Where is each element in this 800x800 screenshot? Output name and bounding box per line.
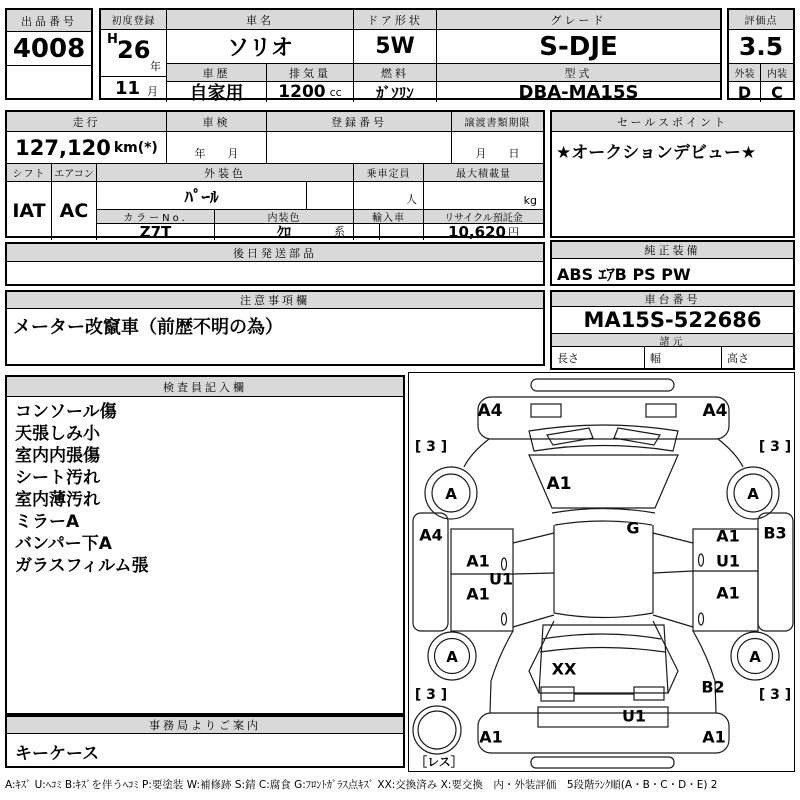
mark-right-quarter: B2 [701,677,725,697]
windshield-top-shape [552,509,655,514]
import-car-cell-1 [354,224,380,240]
front-fender-lines [464,439,743,467]
right-quarter-lines [653,621,716,713]
mark-right-front-door: A1 [716,526,740,546]
left-rear-handle-shape [502,613,507,625]
mark-left-front-door: A1 [466,551,490,571]
sales-point-value: ★オークションデビュー★ [556,143,757,162]
mark-left-sill: A4 [419,525,443,545]
import-car-label: 輸入車 [354,210,424,224]
mark-tread-rear-right: [ 3 ] [758,687,792,703]
later-parts-label: 後日発送部品 [7,244,543,262]
damage-diagram-box [408,372,795,772]
aircon-label: エアコン [52,164,97,182]
inspector-label: 検査員記入欄 [7,377,403,397]
rear-strip-shape [531,757,674,768]
mark-windshield: G [626,518,640,538]
grade-label: グレード [437,10,720,30]
inspector-item: シート汚れ [15,468,100,488]
grade-value: S-DJE [437,30,720,64]
caution-value: メーター改竄車（前歴不明の為） [13,317,283,338]
height-label: 高さ [727,352,749,365]
auction-number-box [5,8,93,100]
front-garnish-right-shape [646,404,676,417]
inspector-item: ミラーA [15,512,80,532]
shaken-label: 車検 [167,112,267,132]
inspector-box [5,375,405,715]
auction-number-label: 出品番号 [7,10,91,32]
left-pillar-lines [513,533,554,627]
shift-value: IAT [7,182,52,240]
max-load-label: 最大積載量 [424,164,543,182]
cowl-shape [529,425,678,451]
displacement-unit: cc [329,85,342,99]
office-label: 事務局よりご案内 [7,717,403,734]
aircon-value: AC [52,182,97,240]
color-no-label: カラーNo. [97,210,215,224]
width-label: 幅 [645,347,722,368]
interior-color-suffix: 系 [334,225,345,238]
interior-color-value: ｸﾛ [277,225,291,240]
displacement-value: 1200 [278,82,326,102]
spare-tire-inner [418,711,456,749]
sales-point-label: セールスポイント [552,112,793,132]
header-table [99,8,722,100]
later-parts-box [5,242,545,286]
mark-front-bumper-left: A4 [477,401,503,421]
first-registration-label: 初度登録 [101,10,167,30]
registration-year-unit: 年 [150,60,161,73]
inspector-item: ガラスフィルム張 [15,556,149,576]
shift-label: シフト [7,164,52,182]
wiper-left-shape [547,428,593,445]
front-garnish-left-shape [531,404,561,417]
exterior-grade-label: 外装 [729,64,761,82]
inspector-item: 天張しみ小 [15,424,100,444]
chassis-label: 車台番号 [552,292,793,307]
dimensions-label: 諸元 [552,334,793,347]
displacement-label: 排気量 [267,64,354,82]
score-value: 3.5 [729,30,793,64]
max-load-value: kg [424,182,543,210]
exterior-color-label: 外装色 [97,164,354,182]
history-label: 車歴 [167,64,267,82]
front-spoiler-shape [531,379,674,391]
right-pillar-lines [653,533,693,627]
recycle-deposit-unit: 円 [507,226,519,239]
mark-right-door-dent: U1 [715,551,741,571]
mark-tread-rear-left: [ 3 ] [414,687,448,703]
legend-text: A:ｷｽﾞ U:ﾍｺﾐ B:ｷｽﾞを伴うﾍｺﾐ P:要塗装 W:補修跡 S:錆 C:腐食 G:ﾌﾛﾝﾄｶﾞﾗｽ点ｷｽﾞ XX:交換済み X:要交換 内・外装評価 5段階ﾗﾝｸ順(A・B・C・D・E) 2 [5,779,718,791]
mileage-label: 走行 [7,112,167,132]
recycle-deposit-value: 10,620 [448,224,506,240]
spare-tire-shape [413,706,461,754]
mark-rear-bumper-right: A1 [702,727,726,747]
mark-tread-front-left: [ 3 ] [414,439,448,455]
inspector-item: 室内薄汚れ [15,490,100,510]
door-shape-value: 5W [354,30,437,64]
mark-tailgate: U1 [621,706,647,726]
door-shape-label: ドア形状 [354,10,437,30]
auction-number-empty [7,66,91,98]
mark-front-wheel-left: A [445,485,457,503]
mark-left-rear-door: A1 [466,584,490,604]
rear-garnish-left-shape [541,687,574,701]
mark-spare-tire: ［レス］ [415,755,463,769]
length-label: 長さ [552,347,645,368]
mark-rear-wheel-left: A [446,648,458,666]
auction-number-value: 4008 [7,32,91,66]
fuel-value: ｶﾞｿﾘﾝ [354,82,437,102]
fuel-label: 燃料 [354,64,437,82]
mark-right-sill: B3 [763,523,787,543]
registration-number-label: 登録番号 [267,112,452,132]
chassis-value: MA15S-522686 [552,307,793,334]
model-code-value: DBA-MA15S [518,82,639,102]
left-front-handle-shape [502,558,507,570]
mark-left-door-dent: U1 [488,569,514,589]
right-front-handle-shape [699,554,704,566]
equipment-box [550,240,795,286]
recycle-deposit-label: リサイクル預託金 [424,210,543,224]
shaken-value: 年 月 [167,132,267,164]
mileage-value: 127,120 [15,135,111,160]
office-value: キーケース [15,744,100,763]
mark-rear-wheel-right: A [749,648,761,666]
transfer-deadline-value: 月 日 [452,132,543,164]
model-code-label: 型式 [437,64,720,82]
car-name-label: 車名 [167,10,354,30]
interior-color-label: 内装色 [215,210,354,224]
chassis-box [550,290,795,370]
front-bumper-shape [478,397,729,439]
car-name-value: ソリオ [167,30,354,64]
exterior-color-sub [307,182,354,210]
rear-bumper-shape [478,713,729,753]
score-label: 評価点 [729,10,793,30]
rear-window-shape [540,634,665,652]
registration-month-unit: 月 [147,85,158,98]
registration-number-value [267,132,452,164]
exterior-grade-value: D [729,82,761,102]
registration-year: 26 [117,36,151,64]
mark-rear-window: XX [551,659,577,679]
caution-box [5,290,545,366]
transfer-deadline-label: 譲渡書類期限 [452,112,543,132]
equipment-label: 純正装備 [552,242,793,259]
wiper-right-shape [614,428,660,445]
sales-point-box [550,110,795,238]
import-car-cell-2 [380,224,424,240]
mark-hood: A1 [546,474,572,494]
mark-front-wheel-right: A [747,485,759,503]
mileage-table [5,110,545,238]
equipment-value: ABS ｴｱB PS PW [557,265,691,284]
car-diagram [409,373,794,771]
interior-grade-label: 内装 [761,64,793,82]
mark-rear-bumper-left: A1 [479,727,503,747]
inspector-item: 室内内張傷 [15,446,100,466]
mark-tread-front-right: [ 3 ] [758,439,792,455]
mark-front-bumper-right: A4 [702,401,728,421]
mileage-unit: km(*) [113,139,158,156]
registration-era: H [107,32,118,47]
interior-grade-value: C [771,82,783,102]
liftgate-lower-shape [538,707,668,727]
exterior-color-value: ﾊﾟｰﾙ [97,182,307,210]
registration-month: 11 [115,78,141,99]
capacity-label: 乗車定員 [354,164,424,182]
capacity-value: 人 [354,182,424,210]
mark-right-rear-door: A1 [716,583,740,603]
inspector-item: バンパー下A [15,534,112,554]
caution-label: 注意事項欄 [7,292,543,309]
office-box [5,715,405,768]
right-rear-handle-shape [699,613,704,625]
history-value: 自家用 [167,82,267,102]
left-quarter-lines [490,621,554,713]
cabin-shape [554,525,653,618]
color-no-value: Z7T [97,224,215,240]
score-box [727,8,795,100]
inspector-item: コンソール傷 [15,402,117,422]
